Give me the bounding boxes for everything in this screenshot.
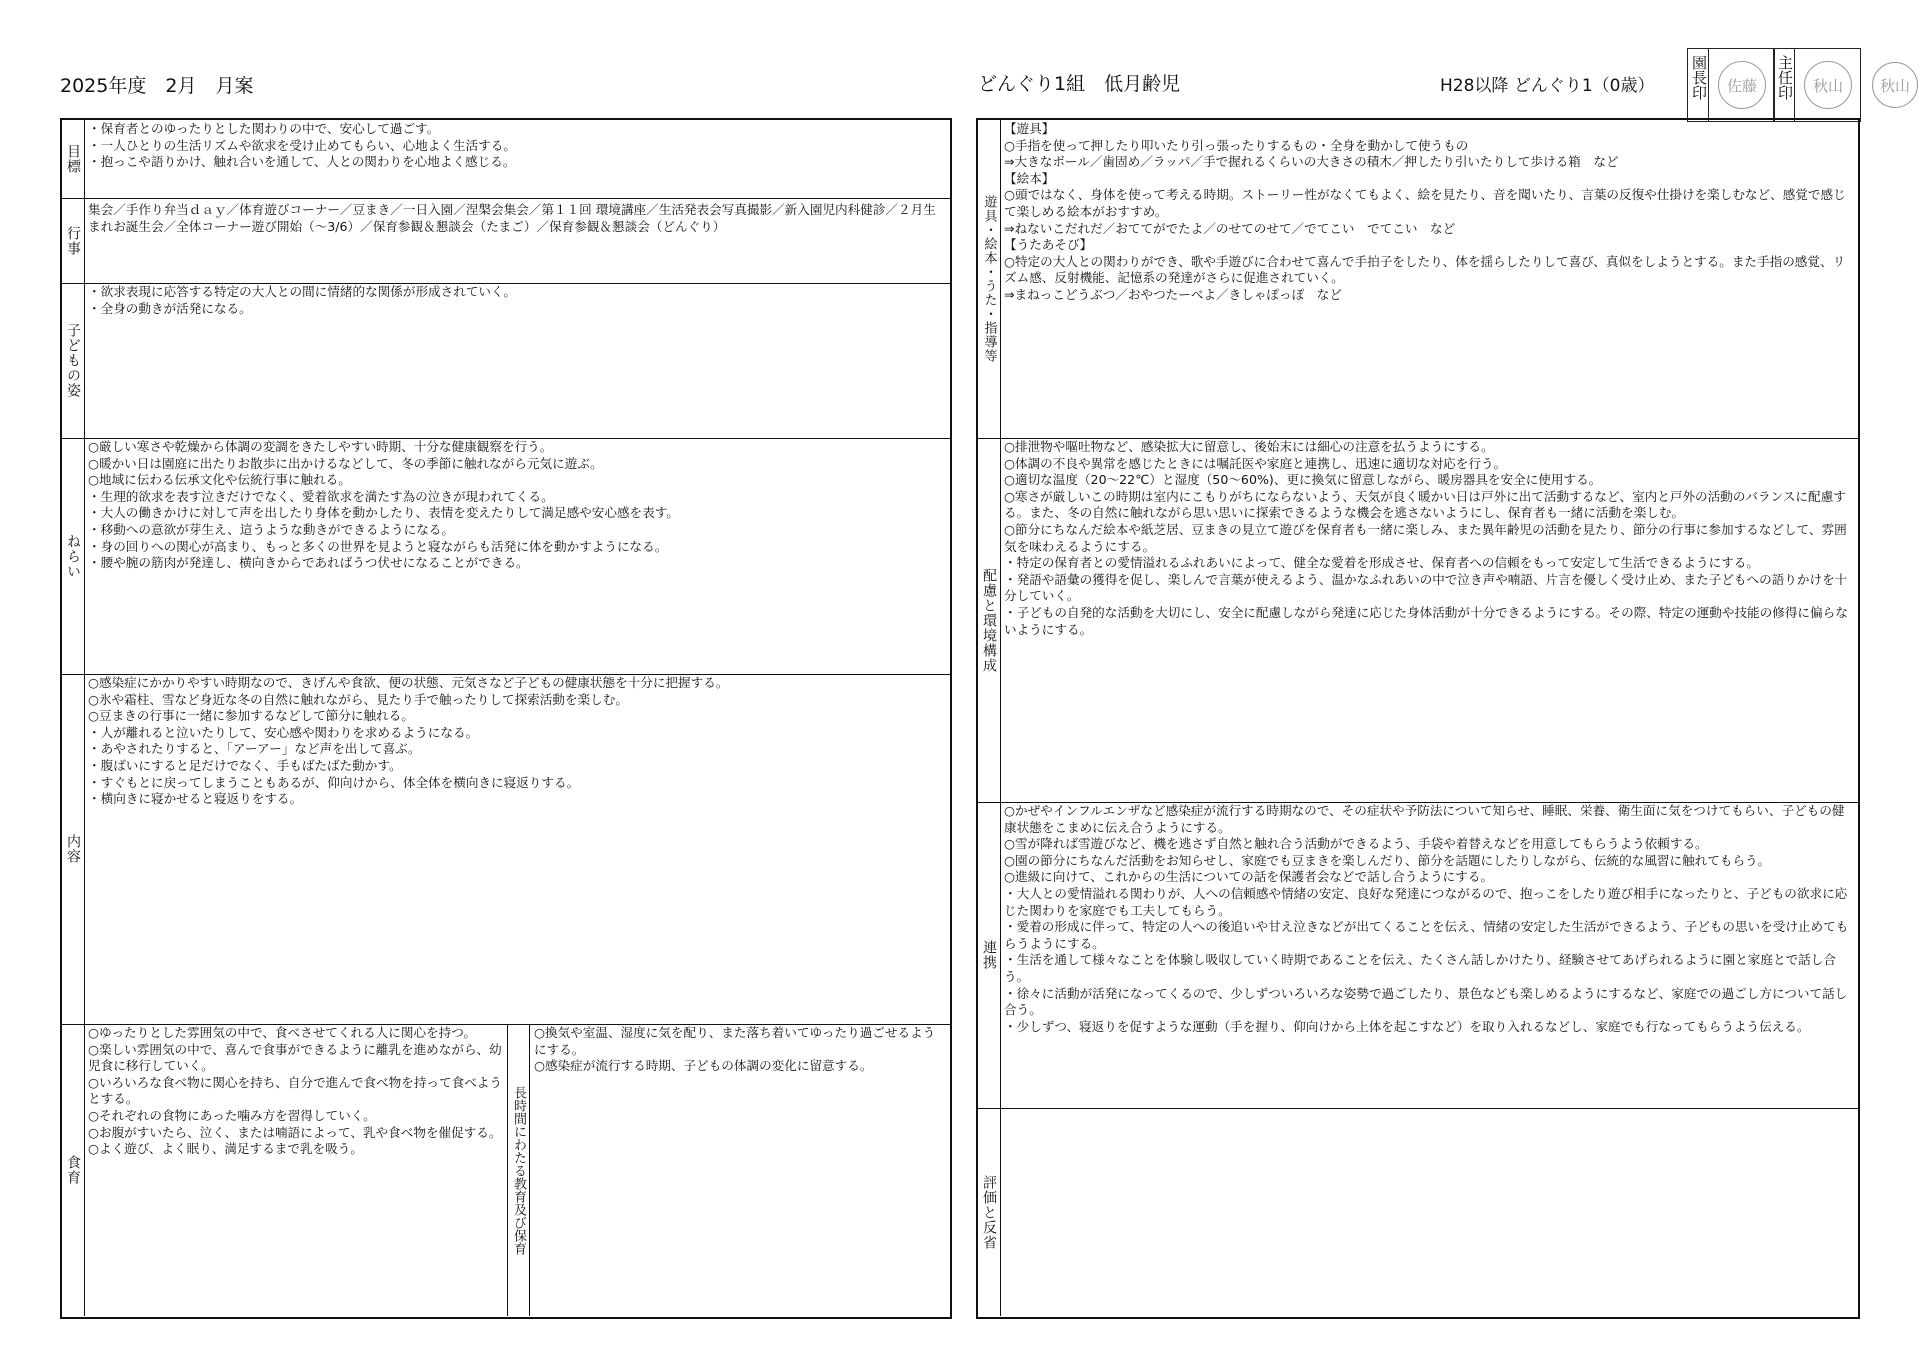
text-line: ・子どもの自発的な活動を大切にし、安全に配慮しながら発達に応じた身体活動が十分できるようにする。その際、特定の運動や技能の修得に偏らないようにする。: [1004, 604, 1848, 637]
form-code: [1440, 71, 1654, 96]
text-line: ・抱っこや語りかけ、触れ合いを通して、人との関わりを心地よく感じる。: [88, 154, 516, 170]
children-label: 子どもの姿: [62, 283, 85, 438]
seal-2-text: 秋山: [1812, 76, 1843, 95]
food-label: 食育: [62, 1024, 85, 1316]
coop-section: [978, 802, 1858, 1109]
text-line: ・生活を通して様々なことを体験し吸収していく時期であることを伝え、たくさん話しかけたり、経験させてあげられるように園と家庭とで話し合う。: [1004, 952, 1836, 984]
text-line: ・移動への意欲が芽生え、這うような動きができるようになる。: [88, 521, 454, 537]
env-label: 配慮と環境構成: [978, 438, 1001, 802]
class-name: どんぐり1組 低月齢児: [978, 73, 1181, 95]
text-line: ・保育者とのゆったりとした関わりの中で、安心して過ごす。: [88, 121, 440, 136]
longcare-label: 長時間にわたる教育及び保育: [511, 1085, 526, 1255]
review-body: [1001, 1108, 1858, 1316]
text-line: ・すぐもとに戻ってしまうこともあるが、仰向けから、体全体を横向きに寝返りする。: [88, 774, 580, 790]
goal-label: 目標: [62, 120, 85, 198]
text-line: ○楽しい雰囲気の中で、喜んで食事ができるように離乳を進めながら、幼児食に移行していく。: [88, 1041, 502, 1074]
text-line: ・全身の動きが活発になる。: [88, 300, 252, 316]
text-line: ・人が離れると泣いたりして、安心感や関わりを求めるようになる。: [88, 724, 479, 740]
text-line: ⇒まねっこどうぶつ／おやつたーべよ／きしゃぽっぽ など: [1004, 286, 1342, 302]
text-line: ○特定の大人との関わりができ、歌や手遊びに合わせて喜んで手拍子をしたり、体を揺らしたりして喜び、真似をしようとする。また手指の感覚、リズム感、反射機能、記憶系の発達がさらに促進されていく。: [1004, 253, 1846, 286]
text-line: ・少しずつ、寝返りを促すような運動（手を握り、仰向けから上体を起こすなど）を取り入れるなどし、家庭でも行なってもらうよう伝える。: [1004, 1018, 1810, 1034]
text-line: ・生理的欲求を表す泣きだけでなく、愛着欲求を満たす為の泣きが現われてくる。: [88, 488, 554, 504]
review-section: [978, 1108, 1858, 1316]
text-line: ○地域に伝わる伝承文化や伝統行事に触れる。: [88, 472, 351, 488]
text-line: ⇒ねないこだれだ／おててがでたよ／のせてのせて／でてこい でてこい など: [1004, 220, 1456, 236]
text-line: ・横向きに寝かせると寝返りをする。: [88, 791, 303, 807]
text-line: ○雪が降れば雪遊びなど、機を逃さず自然と触れ合う活動ができるよう、手袋や着替えなどを用意してもらうよう依頼する。: [1004, 836, 1708, 852]
goal-section: [62, 120, 950, 199]
play-section: [978, 120, 1858, 439]
play-label: 遊具・絵本・うた・指導等: [978, 120, 1001, 438]
text-line: ○排泄物や嘔吐物など、感染拡大に留意し、後始末には細心の注意を払うようにする。: [1004, 439, 1494, 454]
principal-seal-stamp: [1718, 61, 1766, 109]
food-section: [62, 1024, 950, 1316]
text-line: ・愛着の形成に伴って、特定の人への後追いや甘え泣きなどが出てくることを伝え、情緒の安定した生活ができるよう、子どもの思いを受け止めてもらうようにする。: [1004, 919, 1849, 951]
text-line: 【うたあそび】: [1004, 237, 1093, 253]
principal-seal-box: [1687, 48, 1775, 122]
page-title: 2025年度 2月 月案: [60, 75, 254, 97]
play-body: [1001, 120, 1858, 438]
text-line: ○体調の不良や異常を感じたときには嘱託医や家庭と連携し、迅速に適切な対応を行う。: [1004, 455, 1507, 471]
text-line: ○よく遊び、よく眠り、満足するまで乳を吸う。: [88, 1141, 363, 1157]
text-line: ・あやされたりすると、「アーアー」など声を出して喜ぶ。: [88, 741, 421, 757]
text-line: ○園の節分にちなんだ活動をお知らせし、家庭でも豆まきを楽しんだり、節分を話題にしたりしながら、伝統的な風習に触れてもらう。: [1004, 852, 1771, 868]
coop-label: 連携: [978, 802, 1001, 1108]
left-panel: [60, 118, 952, 1319]
text-line: ・特定の保育者との愛情溢れるふれあいによって、健全な愛着を形成させ、保育者への信頼をもって安定して生活できるようにする。: [1004, 555, 1759, 571]
text-line: ○暖かい日は園庭に出たりお散歩に出かけるなどして、冬の季節に触れながら元気に遊ぶ。: [88, 455, 603, 471]
events-label: 行事: [62, 198, 85, 283]
text-line: ・大人との愛情溢れる関わりが、人への信頼感や情緒の安定、良好な発達につながるので、抱っこをしたり遊び相手になったりと、子どもの欲求に応じた関わりを家庭でも工夫してもらう。: [1004, 885, 1848, 918]
text-line: 【遊具】: [1004, 121, 1055, 136]
text-line: 【絵本】: [1004, 170, 1055, 186]
text-line: ○氷や霜柱、雪など身近な冬の自然に触れながら、見たり手で触ったりして探索活動を楽しむ。: [88, 691, 628, 707]
chief-seal-label: 主任印: [1776, 55, 1794, 100]
text-line: ・発語や語彙の獲得を促し、楽しんで言葉が使えるよう、温かなふれあいの中で泣き声や喃語、片言を優しく受け止め、また子どもへの語りかけを十分していく。: [1004, 571, 1848, 604]
text-line: ・一人ひとりの生活リズムや欲求を受け止めてもらい、心地よく生活する。: [88, 137, 516, 153]
text-line: ○お腹がすいたら、泣く、または喃語によって、乳や食べ物を催促する。: [88, 1124, 502, 1140]
env-body: [1001, 438, 1858, 802]
text-line: ○それぞれの食物にあった噛み方を習得していく。: [88, 1107, 376, 1123]
content-section: [62, 674, 950, 1025]
text-line: ○換気や室温、湿度に気を配り、また落ち着いてゆったり過ごせるようにする。: [534, 1025, 936, 1057]
longcare-body: [531, 1024, 950, 1316]
form-code-text: H28以降 どんぐり1（0歳）: [1440, 76, 1655, 96]
events-body: [85, 198, 950, 283]
extra-seal-stamp: [1872, 62, 1918, 108]
seal-1-text: 佐藤: [1726, 76, 1757, 95]
content-label: 内容: [62, 674, 85, 1024]
text-line: ・大人の働きかけに対して声を出したり身体を動かしたり、表情を変えたりして満足感や安心感を表す。: [88, 505, 679, 521]
text-line: ○寒さが厳しいこの時期は室内にこもりがちにならないよう、天気が良く暖かい日は戸外に出て活動するなど、室内と戸外の活動のバランスに配慮する。また、冬の自然に触れながら思い思いに探索できるような機会を逃さないようにし、保育者も一緒に活動を楽しむ。: [1004, 488, 1846, 521]
principal-seal-label: 園長印: [1690, 55, 1708, 100]
children-section: [62, 283, 950, 439]
text-line: ○進級に向けて、これからの生活についての話を保護者会などで話し合うようにする。: [1004, 869, 1494, 885]
text-line: ○感染症にかかりやすい時期なので、きげんや食欲、便の状態、元気さなど子どもの健康状態を十分に把握する。: [88, 675, 729, 690]
aims-body: [85, 438, 950, 674]
text-line: ⇒大きなボール／歯固め／ラッパ／手で握れるくらいの大きさの積木／押したり引いたりして歩ける箱 など: [1004, 154, 1619, 170]
seal-3-text: 秋山: [1879, 76, 1910, 95]
chief-seal-stamp: [1804, 61, 1852, 109]
chief-seal-box: [1773, 48, 1861, 122]
goal-body: [85, 120, 950, 198]
children-body: [85, 283, 950, 438]
text-line: ○厳しい寒さや乾燥から体調の変調をきたしやすい時期、十分な健康観察を行う。: [88, 439, 553, 454]
text-line: ○ゆったりとした雰囲気の中で、食べさせてくれる人に関心を持つ。: [88, 1025, 476, 1040]
aims-label: ねらい: [62, 438, 85, 674]
review-label: 評価と反省: [978, 1108, 1001, 1316]
text-line: ○節分にちなんだ絵本や紙芝居、豆まきの見立て遊びを保育者も一緒に楽しみ、また異年齢児の活動を見たり、節分の行事に参加するなどして、雰囲気を味わえるようにする。: [1004, 521, 1847, 554]
text-line: 集会／手作り弁当ｄａｙ／体育遊びコーナー／豆まき／一日入園／涅槃会集会／第１１回 環境講座／生活発表会写真撮影／新入園児内科健診／２月生まれお誕生会／全体コーナー遊び開始（～3/6）／保育参観＆懇談会（たまご）／保育参観＆懇談会（どんぐり）: [88, 202, 936, 234]
env-section: [978, 438, 1858, 803]
text-line: ・腹ばいにすると足だけでなく、手もばたばた動かす。: [88, 757, 402, 773]
events-section: [62, 198, 950, 284]
text-line: ・身の回りへの関心が高まり、もっと多くの世界を見ようと寝ながらも活発に体を動かすようになる。: [88, 538, 668, 554]
food-body: [85, 1024, 505, 1316]
content-body: [85, 674, 950, 1024]
text-line: ○かぜやインフルエンザなど感染症が流行する時期なので、その症状や予防法について知らせ、睡眠、栄養、衛生面に気をつけてもらい、子どもの健康状態をこまめに伝え合うようにする。: [1004, 803, 1845, 835]
text-line: ○適切な温度（20～22℃）と湿度（50～60%)、更に換気に留意しながら、暖房器具を安全に使用する。: [1004, 472, 1602, 488]
text-line: ○いろいろな食べ物に関心を持ち、自分で進んで食べ物を持って食べようとする。: [88, 1074, 502, 1107]
coop-body: [1001, 802, 1858, 1108]
text-line: ○豆まきの行事に一緒に参加するなどして節分に触れる。: [88, 708, 414, 724]
text-line: ・欲求表現に応答する特定の大人との間に情緒的な関係が形成されていく。: [88, 284, 516, 299]
text-line: ・腰や腕の筋肉が発達し、横向きからであればうつ伏せになることができる。: [88, 555, 529, 571]
right-panel: [976, 118, 1860, 1319]
text-line: ○手指を使って押したり叩いたり引っ張ったりするもの・全身を動かして使うもの: [1004, 137, 1469, 153]
text-line: ○頭ではなく、身体を使って考える時期。ストーリー性がなくてもよく、絵を見たり、音を聞いたり、言葉の反復や仕掛けを楽しむなど、感覚で感じて楽しめる絵本がおすすめ。: [1004, 187, 1846, 219]
aims-section: [62, 438, 950, 675]
text-line: ○感染症が流行する時期、子どもの体調の変化に留意する。: [534, 1058, 873, 1074]
text-line: ・徐々に活動が活発になってくるので、少しずついろいろな姿勢で過ごしたり、景色なども楽しめるようにするなど、家庭での過ごし方について話し合う。: [1004, 985, 1848, 1018]
